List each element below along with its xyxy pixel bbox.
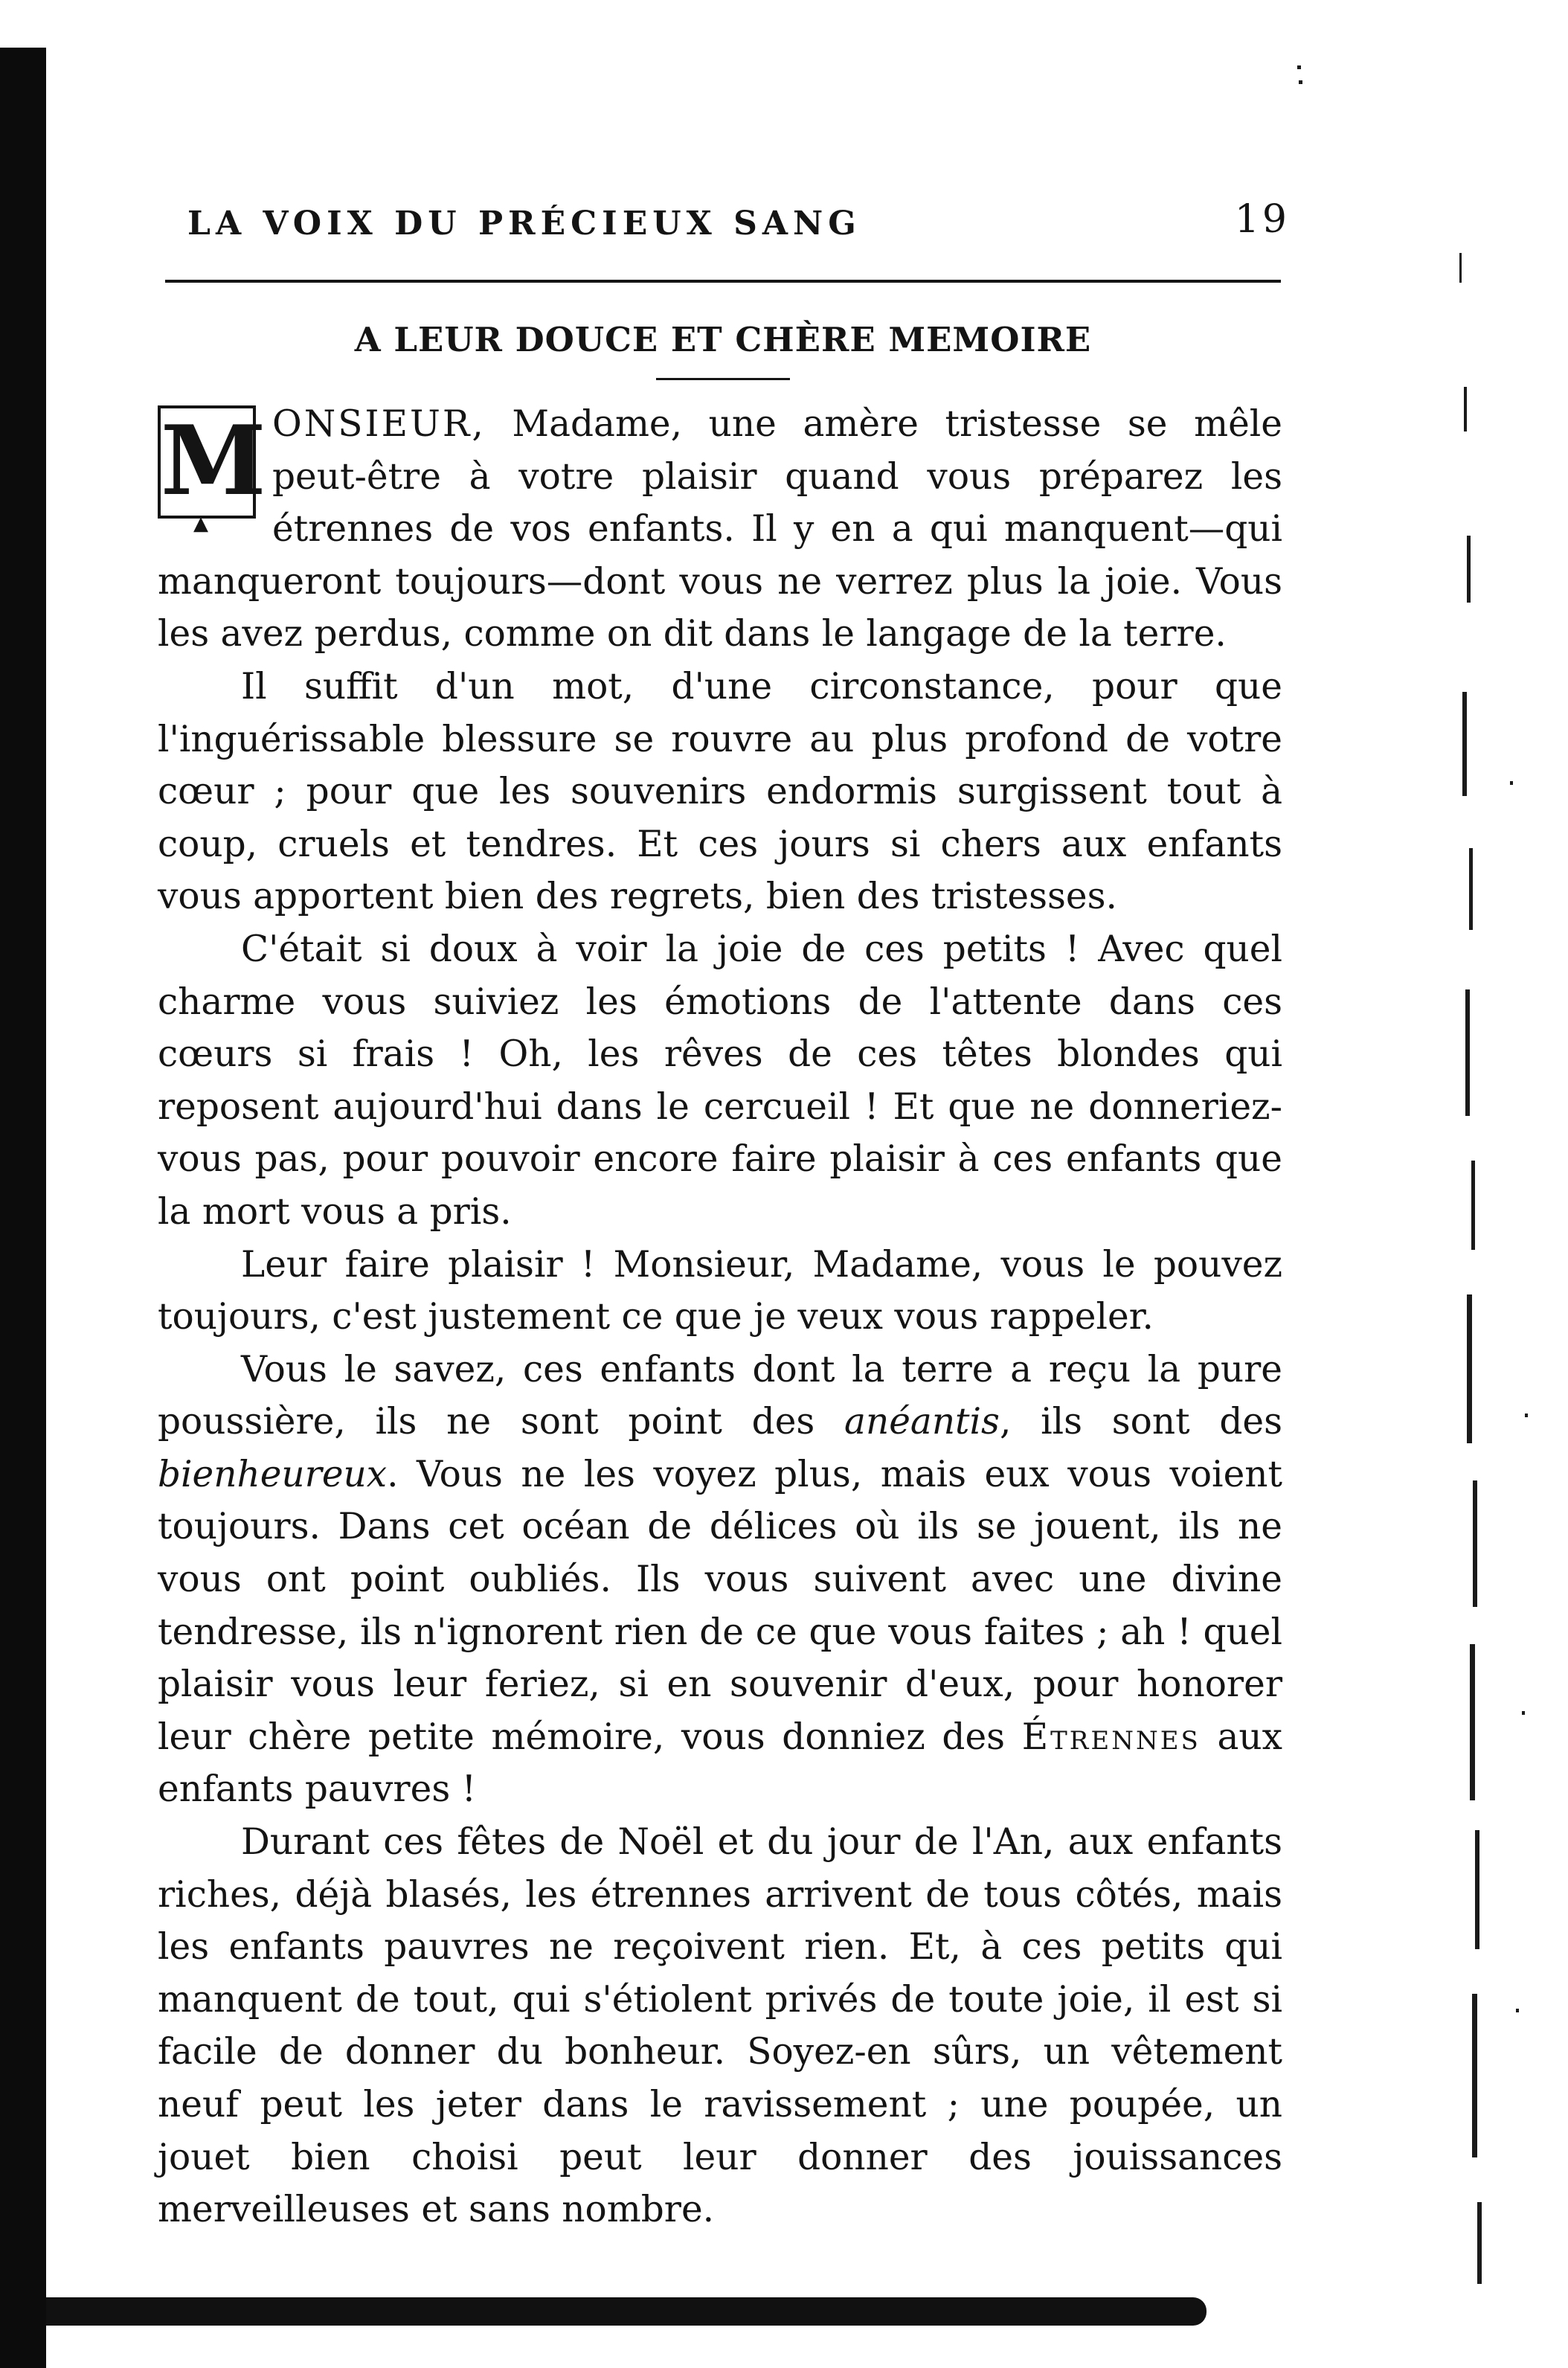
paragraph-5-text-b: , ils sont des [999, 1401, 1282, 1443]
running-head [187, 197, 1303, 264]
paragraph-5-text-d: aux enfants pauvres ! [158, 1716, 1283, 1811]
body-text [158, 398, 1282, 2236]
paragraph-5-text-a: Vous le savez, ces enfants dont la terre a reçu la pure poussière, ils ne sont point des [158, 1348, 1282, 1443]
section-heading-rule [656, 378, 790, 380]
paragraph-3: C'était si doux à voir la joie de ces petits ! Avec quel charme vous suiviez les émotions de l'attente dans ces cœurs si frais ! Oh, les rêves de ces têtes blondes qui reposent aujourd'hui dans le cercueil ! Et que ne donneriez-vous pas, pour pouvoir encore faire plaisir à ces enfants que la mort vous a pris. [158, 928, 1282, 1233]
paragraph-1-caps: ONSIEUR, [272, 403, 486, 445]
running-head-rule [165, 280, 1281, 283]
page-number: 19 [1234, 197, 1290, 242]
paragraph-1-text: Madame, une amère tristesse se mêle peut-être à votre plaisir quand vous préparez les étrennes de vos enfants. Il y en a qui manquent—qui manqueront toujours—dont vous ne verrez plus la joie. Vous les avez perdus, comme on dit dans le langage de la terre. [158, 403, 1282, 655]
page-bottom-shadow [46, 2297, 1206, 2326]
paragraph-2: Il suffit d'un mot, d'une circonstance, pour que l'inguérissable blessure se rouvre au plus profond de votre cœur ; pour que les souvenirs endormis surgissent tout à coup, cruels et tendres. Et ces jours si chers aux enfants vous apportent bien des regrets, bien des tristesses. [158, 665, 1282, 918]
paragraph-5-italic-2: bienheureux [158, 1453, 388, 1495]
drop-cap-initial [158, 405, 266, 535]
paragraph-6: Durant ces fêtes de Noël et du jour de l'An, aux enfants riches, déjà blasés, les étrennes arrivent de tous côtés, mais les enfants pauvres ne reçoivent rien. Et, à ces petits qui manquent de tout, qui s'étiolent privés de toute joie, il est si facile de donner du bonheur. Soyez-en sûrs, un vêtement neuf peut les jeter dans le ravissement ; une poupée, un jouet bien choisi peut leur donner des jouissances merveilleuses et sans nombre. [158, 1821, 1282, 2231]
paragraph-5-italic-1: anéantis [844, 1401, 1000, 1443]
paragraph-5 [158, 1344, 1282, 1816]
paragraph-5-smallcaps: Étrennes [1021, 1716, 1201, 1758]
drop-cap-ornament-icon: ▲ [193, 513, 208, 535]
paragraph-5-text-c: . Vous ne les voyez plus, mais eux vous voient toujours. Dans cet océan de délices où ils se jouent, ils ne vous ont point oubliés. Ils vous suivent avec une divine tendresse, ils n'ignorent rien de ce que vous faites ; ah ! quel plaisir vous leur feriez, si en souvenir d'eux, pour honorer leur chère petite mémoire, vous donniez des [158, 1453, 1282, 1758]
paragraph-4: Leur faire plaisir ! Monsieur, Madame, vous le pouvez toujours, c'est justement ce que je veux vous rappeler. [158, 1243, 1282, 1338]
drop-cap-letter: M [161, 405, 266, 517]
section-heading: A LEUR DOUCE ET CHÈRE MEMOIRE [354, 320, 1092, 359]
page-binding-shadow [0, 48, 46, 2368]
paragraph-1 [158, 398, 1282, 661]
running-head-title: LA VOIX DU PRÉCIEUX SANG [187, 205, 861, 243]
